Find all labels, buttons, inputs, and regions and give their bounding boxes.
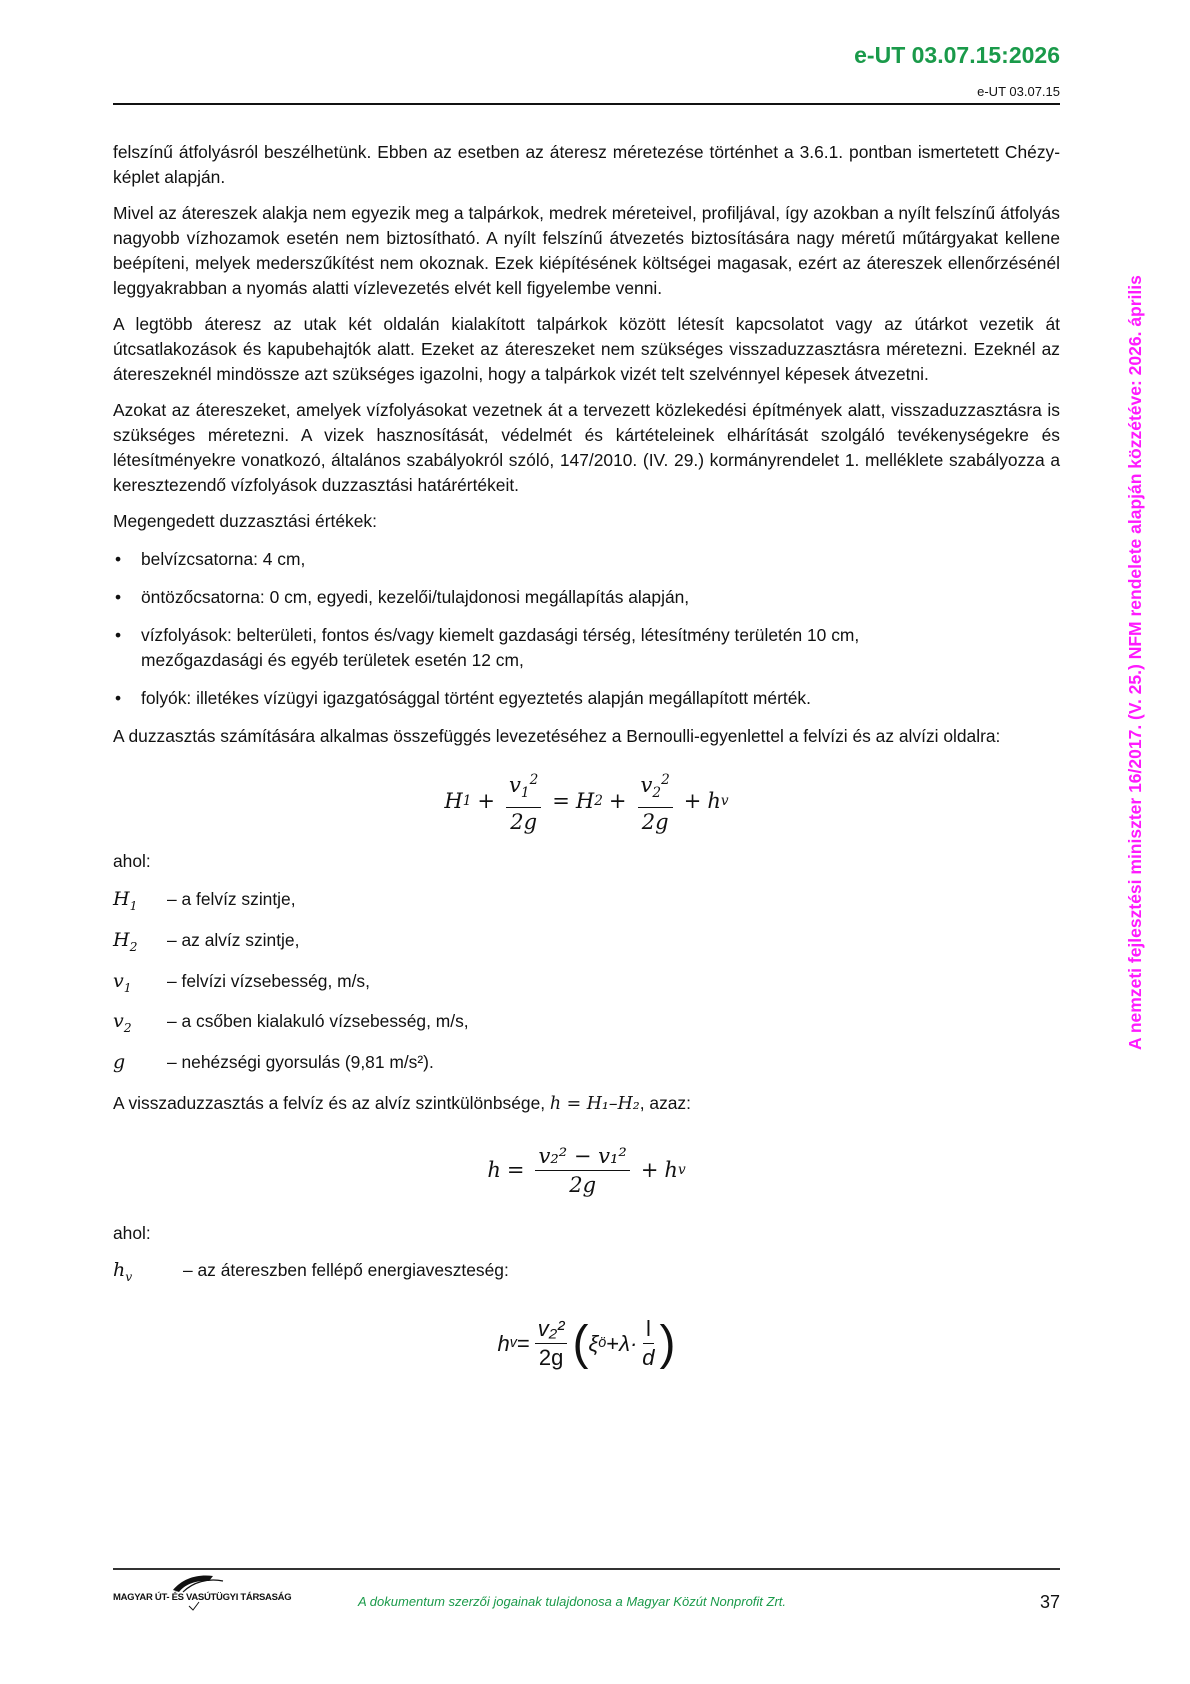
- fraction: $\frac{\text{v₂² − v₁²}}{2g}$: [535, 1142, 629, 1199]
- hv-definition: [113, 1258, 1060, 1290]
- publication-watermark: A nemzeti fejlesztési miniszter 16/2017. (V. 25.) NFM rendelete alapján közzétéve: 2026. április: [1125, 275, 1145, 1050]
- allowed-values-list: [113, 547, 1060, 711]
- fraction: $\frac{\text{v₂²}}{2g}$: [535, 1315, 568, 1372]
- energy-loss-formula: h v = $\frac{\text{v₂²}}{2g}$ ( ξ ö + λ· $\frac{l}{d}$ ): [497, 1316, 676, 1371]
- page-content: [113, 140, 1060, 1384]
- paragraph: felszínű átfolyásról beszélhetünk. Ebben az esetben az áteresz méretezése történhet a 3.6.1. pontban ismertetett Chézy-képlet alapján.: [113, 142, 1060, 187]
- paragraph: Azokat az átereszeket, amelyek vízfolyásokat vezetnek át a tervezett közlekedési építmények alatt, visszaduzzasztásra is szükséges méretezni. A vizek hasznosítását, védelmét és kártételeinek elhárítását szolgáló tevékenységekre és létesítményekre vonatkozó, általános szabályokról szóló, 147/2010. (IV. 29.) kormányrendelet 1. melléklete szabályozza a keresztezendő vízfolyások duzzasztási határértékeit.: [113, 400, 1060, 495]
- bullet-icon: •: [115, 625, 122, 645]
- variable-definitions: [113, 887, 1060, 1082]
- paragraph: A legtöbb áteresz az utak két oldalán kialakított talpárkok között létesít kapcsolatot vagy az útárkot vezetik át útcsatlakozások és kapubehajtók alatt. Ezeket az átereszeket nem szükséges visszaduzzasztásra méretezni. Ezeknél az átereszeknél mindössze azt szükséges igazolni, hogy a talpárkok vizét telt szelvénnyel képesek átvezetni.: [113, 314, 1060, 384]
- bullet-icon: •: [115, 587, 122, 607]
- definition-row: $v_1$ – felvízi vízsebesség, m/s,: [113, 969, 370, 995]
- ahol-label: ahol:: [113, 1222, 151, 1243]
- list-item: • belvízcsatorna: 4 cm,: [113, 547, 1060, 572]
- footer-divider: [113, 1568, 1060, 1570]
- backwater-formula: h = $\frac{\text{v₂² − v₁²}}{2g}$ + h v: [487, 1144, 686, 1198]
- definition-row: $h_v$ – az átereszben fellépő energiaveszteség:: [113, 1258, 509, 1284]
- paragraph: A duzzasztás számítására alkalmas összefüggés levezetéséhez a Bernoulli-egyenlettel a felvízi és az alvízi oldalra:: [113, 726, 1001, 746]
- definition-row: $v_2$ – a csőben kialakuló vízsebesség, m/s,: [113, 1010, 469, 1036]
- ahol-label: ahol:: [113, 851, 151, 871]
- fraction: $\frac{v_1^2}{2g}$: [506, 766, 541, 836]
- document-subcode: e-UT 03.07.15: [977, 84, 1060, 99]
- page-number: 37: [1039, 1592, 1060, 1612]
- definition-row: g – nehézségi gyorsulás (9,81 m/s²).: [113, 1051, 434, 1074]
- paragraph: A visszaduzzasztás a felvíz és az alvíz szintkülönbsége, h = H₁–H₂, azaz:: [113, 1092, 691, 1114]
- document-code: e-UT 03.07.15:2026: [854, 42, 1060, 68]
- fraction: $\frac{l}{d}$: [642, 1316, 655, 1371]
- list-item: • folyók: illetékes vízügyi igazgatósággal történt egyeztetés alapján megállapított mérték.: [113, 686, 1060, 711]
- list-intro: Megengedett duzzasztási értékek:: [113, 511, 377, 531]
- list-item: • öntözőcsatorna: 0 cm, egyedi, kezelői/tulajdonosi megállapítás alapján,: [113, 585, 1060, 610]
- header-divider: [113, 103, 1060, 105]
- definition-row: $H_1$ – a felvíz szintje,: [113, 888, 296, 913]
- copyright-note: A dokumentum szerzői jogainak tulajdonosa a Magyar Közút Nonprofit Zrt.: [358, 1594, 787, 1609]
- bullet-icon: •: [115, 688, 122, 708]
- list-item: • vízfolyások: belterületi, fontos és/vagy kiemelt gazdasági térség, létesítmény területén 10 cm, mezőgazdasági és egyéb területek esetén 12 cm,: [115, 625, 860, 670]
- paragraph: Mivel az átereszek alakja nem egyezik meg a talpárkok, medrek méreteivel, profiljával, így azokban a nyílt felszínű átfolyás nagyobb vízhozamok esetén nem biztosítható. A nyílt felszínű átvezetés biztosítására nagy méretű műtárgyakat kellene beépíteni, melyek mederszűkítést nem okoznak. Ezek kiépítésének költségei magasak, ezért az átereszek ellenőrzésénél leggyakrabban a nyomás alatti vízlevezetés elvét kell figyelembe venni.: [113, 203, 1060, 298]
- bullet-icon: •: [115, 549, 122, 569]
- definition-row: $H_2$ – az alvíz szintje,: [113, 928, 300, 954]
- bernoulli-formula: H 1 + $\frac{v_1^2}{2g}$ = H 2 + $\frac{v_2^2}{2g}$ + h v: [113, 761, 1060, 841]
- fraction: $\frac{v_2^2}{2g}$: [638, 766, 673, 836]
- society-name: MAGYAR ÚT- ÉS VASÚTÜGYI TÁRSASÁG: [113, 1592, 292, 1603]
